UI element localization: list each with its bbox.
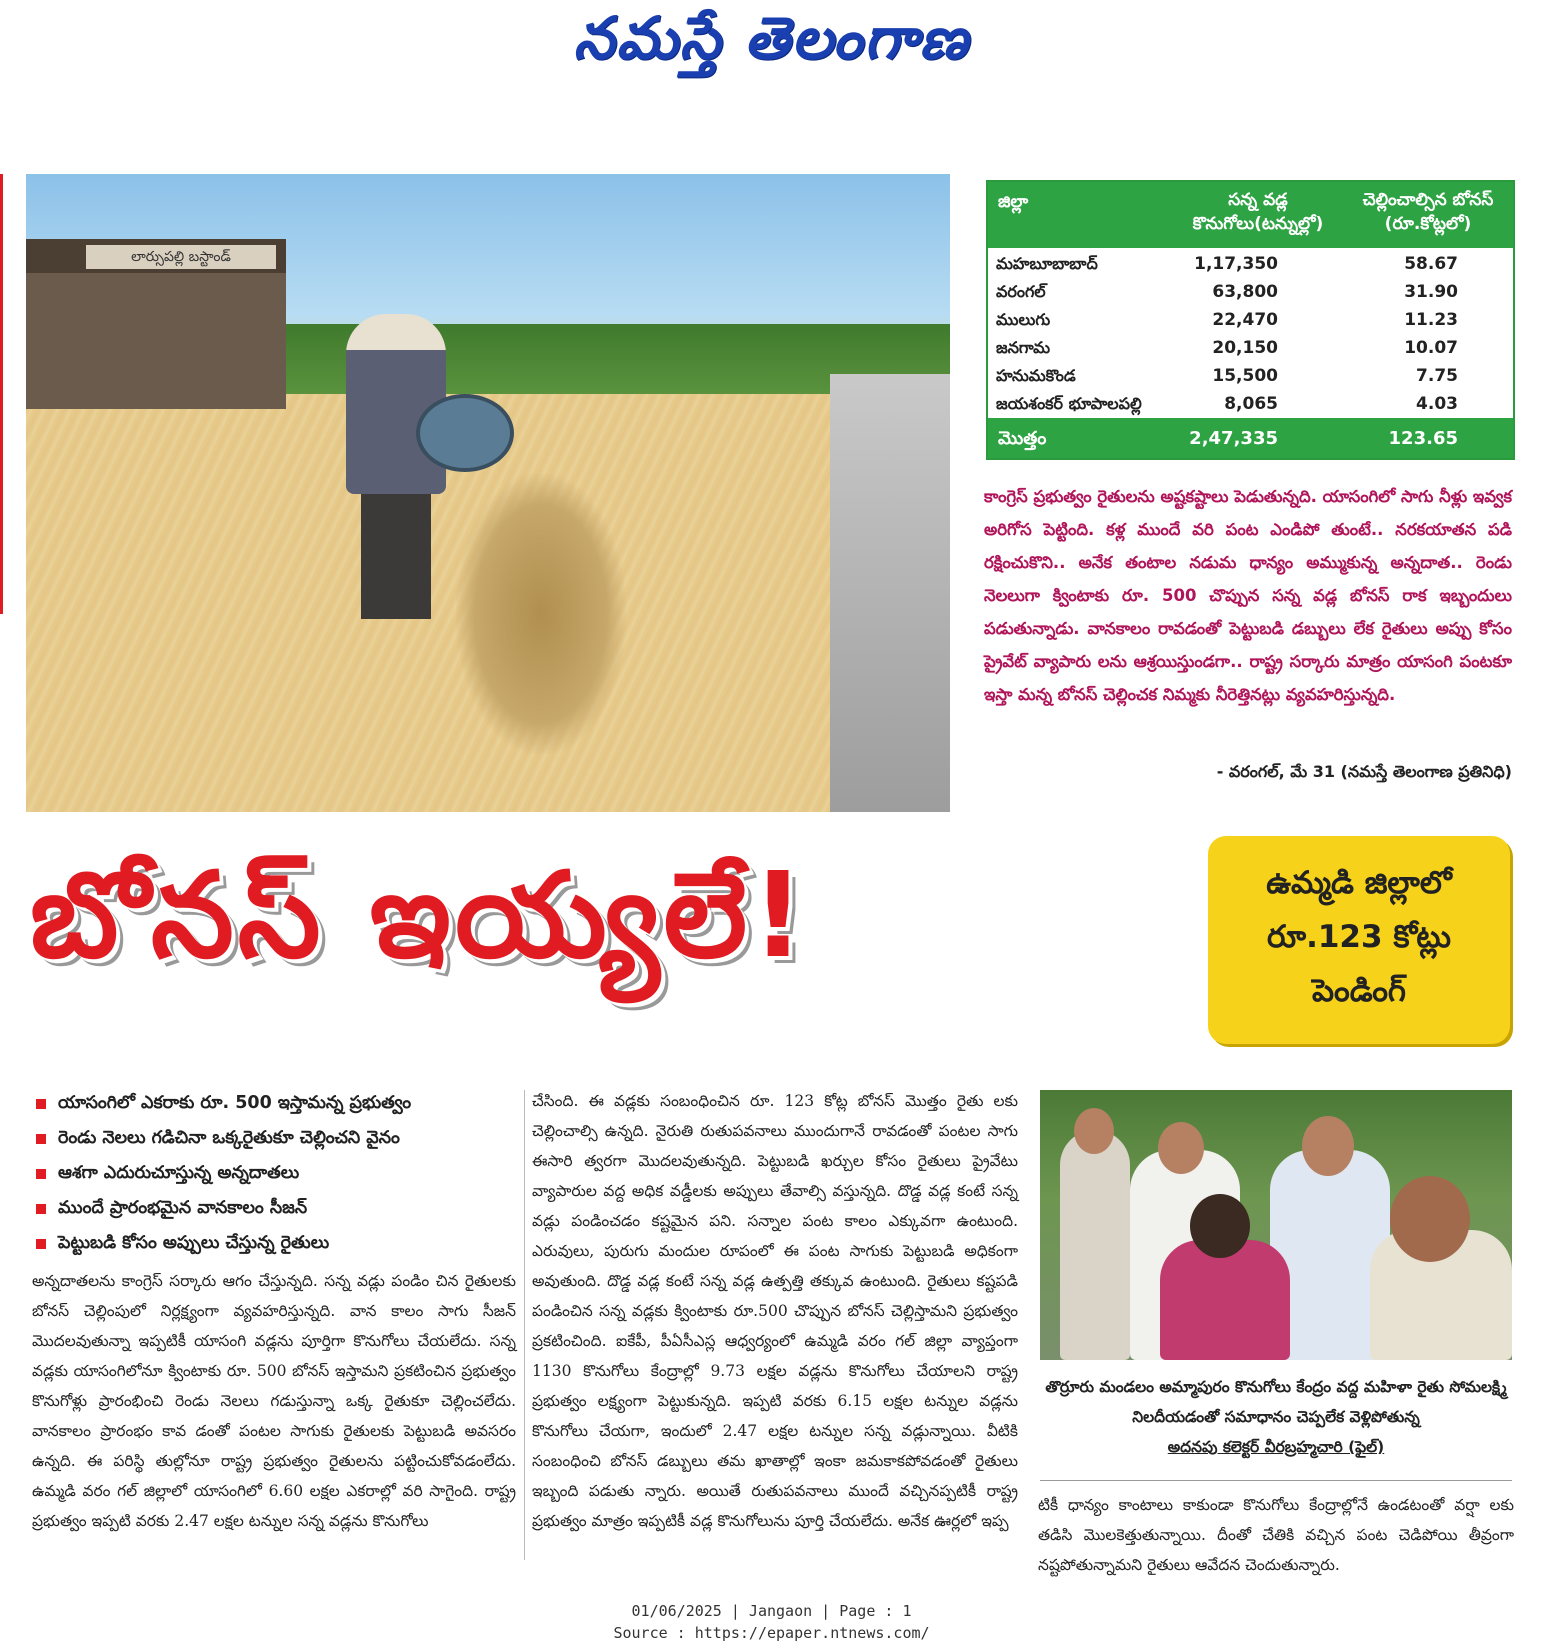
bullet-text: ఆశగా ఎదురుచూస్తున్న అన్నదాతలు	[58, 1163, 300, 1183]
cell-district: జనగామ	[996, 338, 1051, 357]
body-column-2: చేసింది. ఈ వడ్లకు సంబంధించిన రూ. 123 కోట్ల బోనస్ మొత్తం రైతు లకు చెల్లించాల్సి ఉన్నది. నైరుతి రుతుపవనాలు ముందుగానే రావడంతో పంటల సాగు ఈసారి త్వరగా మొదలవుతున్నది. పెట్టుబడి ఖర్చుల కోసం రైతులు ప్రైవేటు వ్యాపారుల వద్ద అధిక వడ్డీలకు అప్పులు తేవాల్సి వస్తున్నది. దొడ్డ వడ్ల కంటే సన్న వడ్లు పండించడం కష్టమైన పని. సన్నాల పంట కాలం ఎక్కువగా ఉంటుంది. ఎరువులు, పురుగు మందుల రూపంలో ఈ పంట సాగుకు పెట్టుబడి అధికంగా అవుతుంది. దొడ్డ వడ్ల కంటే సన్న వడ్ల ఉత్పత్తి తక్కువ ఉంటుంది. రైతులు కష్టపడి పండించిన సన్న వడ్లకు క్వింటాకు రూ.500 చొప్పున బోనస్ చెల్లిస్తామని ప్రభుత్వం ప్రకటించింది. ఐకేపీ, పీఏసీఎస్ల ఆధ్వర్యంలో ఉమ్మడి వరం గల్ జిల్లా వ్యాప్తంగా 1130 కొనుగోలు కేంద్రాల్లో 9.73 లక్షల వడ్లను కొనుగోలు చేయాలని రాష్ట్ర ప్రభుత్వం లక్ష్యంగా పెట్టుకున్నది. ఇప్పటి వరకు 6.15 లక్షల టన్నుల వడ్లను కొనుగోలు చేయగా, ఇందులో 2.47 లక్షల టన్నుల సన్న వడ్లున్నాయి. వీటికి సంబంధించి బోనస్ డబ్బులు తమ ఖాతాల్లో ఇంకా జమకాకపోవడంతో రైతులు ఇబ్బంది పడుతు న్నారు. అయితే రుతుపవనాలు ముందే వచ్చినప్పటికీ రాష్ట్ర ప్రభుత్వం మాత్రం ఇప్పటికీ వడ్ల కొనుగోలును పూర్తి చేయలేదు. అనేక ఊర్లలో ఇప్ప	[532, 1092, 1018, 1530]
bullet-square-icon	[36, 1239, 46, 1249]
bullet-square-icon	[36, 1204, 46, 1214]
main-photo	[26, 174, 950, 812]
cell-procurement: 15,500	[1212, 366, 1278, 386]
cell-bonus: 31.90	[1404, 282, 1458, 302]
bullet-item	[34, 1086, 534, 1121]
total-bonus: 123.65	[1388, 428, 1458, 449]
shelter-sign: లార్సుపల్లి బస్టాండ్	[86, 245, 276, 269]
cell-procurement: 22,470	[1212, 310, 1278, 330]
photo-face	[1158, 1122, 1204, 1174]
photo-face	[1302, 1116, 1354, 1176]
cell-district: జయశంకర్ భూపాలపల్లి	[996, 394, 1142, 413]
bullet-square-icon	[36, 1169, 46, 1179]
table-row	[988, 334, 1513, 362]
cell-procurement: 8,065	[1224, 394, 1278, 414]
highlight-line-1: ఉమ్మడి జిల్లాలో	[1266, 865, 1452, 901]
intro-paragraph: కాంగ్రెస్ ప్రభుత్వం రైతులను అష్టకష్టాలు పెడుతున్నది. యాసంగిలో సాగు నీళ్లు ఇవ్వక అరిగోస పెట్టింది. కళ్ల ముందే వరి పంట ఎండిపో తుంటే.. నరకయాతన పడి రక్షించుకొని.. అనేక తంటాల నడుమ ధాన్యం అమ్ముకున్న అన్నదాత.. రెండు నెలలుగా క్వింటాకు రూ. 500 చొప్పున సన్న వడ్ల బోనస్ రాక ఇబ్బందులు పడుతున్నాడు. వానకాలం రావడంతో పెట్టుబడి డబ్బులు లేక రైతులు అప్పు కోసం ప్రైవేట్ వ్యాపారు లను ఆశ్రయిస్తుండగా.. రాష్ట్ర సర్కారు మాత్రం యాసంగి పంటకూ ఇస్తా మన్న బోనస్ చెల్లించక నిమ్మకు నీరెత్తినట్లు వ్యవహరిస్తున్నది.	[984, 487, 1512, 704]
cell-district: హనుమకొండ	[996, 366, 1076, 385]
secondary-photo	[1040, 1090, 1512, 1360]
table-total-row	[988, 418, 1513, 458]
photo-basin	[416, 394, 514, 472]
column-divider	[524, 1090, 525, 1560]
bullet-item	[34, 1191, 534, 1226]
caption-text: తొర్రూరు మండలం అమ్మాపురం కొనుగోలు కేంద్రం వద్ద మహిళా రైతు సోమలక్ష్మి నిలదీయడంతో సమాధానం చెప్పలేక వెళ్లిపోతున్న	[1045, 1378, 1507, 1426]
bullet-text: పెట్టుబడి కోసం అప్పులు చేస్తున్న రైతులు	[58, 1233, 330, 1253]
cell-bonus: 4.03	[1416, 394, 1458, 414]
photo-bus-shelter	[26, 239, 286, 409]
bullet-text: యాసంగిలో ఎకరాకు రూ. 500 ఇస్తామన్న ప్రభుత్వం	[58, 1093, 412, 1113]
header-district: జిల్లా	[998, 192, 1029, 212]
bullet-text: ముందే ప్రారంభమైన వానకాలం సీజన్	[58, 1198, 308, 1218]
photo-face	[1074, 1108, 1114, 1154]
photo-road	[830, 374, 950, 812]
table-row	[988, 250, 1513, 278]
cell-procurement: 63,800	[1212, 282, 1278, 302]
table-row	[988, 362, 1513, 390]
table-row	[988, 390, 1513, 418]
bullet-item	[34, 1156, 534, 1191]
cell-bonus: 10.07	[1404, 338, 1458, 358]
header-procurement: సన్న వడ్ల కొనుగోలు(టన్నుల్లో)	[1192, 190, 1324, 234]
header-bonus: చెల్లించాల్సిన బోనస్ (రూ.కోట్లలో)	[1362, 190, 1494, 234]
cell-procurement: 20,150	[1212, 338, 1278, 358]
bullet-square-icon	[36, 1099, 46, 1109]
photo-worker-legs	[361, 479, 431, 619]
table-row	[988, 306, 1513, 334]
cell-district: ములుగు	[996, 310, 1051, 329]
masthead: నమస్తే తెలంగాణ	[573, 4, 970, 72]
table-header	[988, 182, 1513, 248]
cell-procurement: 1,17,350	[1194, 254, 1278, 274]
bonus-table	[986, 180, 1515, 460]
bullet-item	[34, 1121, 534, 1156]
caption-rule	[1040, 1480, 1512, 1481]
bullet-list	[34, 1086, 534, 1261]
total-procurement: 2,47,335	[1189, 428, 1278, 449]
photo-person	[1060, 1130, 1130, 1360]
bullet-item	[34, 1226, 534, 1261]
cell-bonus: 58.67	[1404, 254, 1458, 274]
highlight-box	[1208, 836, 1510, 1044]
cell-bonus: 11.23	[1404, 310, 1458, 330]
edge-accent	[0, 174, 3, 614]
byline: - వరంగల్, మే 31 (నమస్తే తెలంగాణ ప్రతినిధి)	[1216, 762, 1512, 781]
bullet-text: రెండు నెలలు గడిచినా ఒక్కరైతుకూ చెల్లించని వైనం	[58, 1128, 400, 1148]
cell-district: వరంగల్	[996, 282, 1046, 301]
table-body	[988, 248, 1513, 416]
bullet-square-icon	[36, 1134, 46, 1144]
body-column-1: అన్నదాతలను కాంగ్రెస్ సర్కారు ఆగం చేస్తున్నది. సన్న వడ్లు పండిం చిన రైతులకు బోనస్ చెల్లింపులో నిర్లక్ష్యంగా వ్యవహరిస్తున్నది. వాన కాలం సాగు సీజన్ మొదలవుతున్నా ఇప్పటికీ యాసంగి వడ్లను పూర్తిగా కొనుగోలు చేయలేదు. సన్న వడ్లకు యాసంగిలోనూ క్వింటాకు రూ. 500 బోనస్ ఇస్తామని ప్రకటించిన ప్రభుత్వం కొనుగోళ్లు ప్రారంభించి రెండు నెలలు గడుస్తున్నా ఒక్క రైతుకూ చెల్లించలేదు. వానకాలం ప్రారంభం కావ డంతో పంటల సాగుకు రైతులకు పెట్టుబడి అవసరం ఉన్నది. ఈ పరిస్థి తుల్లోనూ రాష్ట్ర ప్రభుత్వం రైతులను పట్టించుకోవడంలేదు. ఉమ్మడి వరం గల్ జిల్లాలో యాసంగిలో 6.60 లక్షల ఎకరాల్లో వరి సాగైంది. రాష్ట్ర ప్రభుత్వం ఇప్పటి వరకు 2.47 లక్షల టన్నుల సన్న వడ్లను కొనుగోలు	[32, 1272, 516, 1530]
table-row	[988, 278, 1513, 306]
body-column-3: టికీ ధాన్యం కాంటాలు కాకుండా కొనుగోలు కేంద్రాల్లోనే ఉండటంతో వర్షా లకు తడిసి మొలకెత్తుతున్నాయి. దీంతో చేతికి వచ్చిన పంట చెడిపోయి తీవ్రంగా నష్టపోతున్నామని రైతులు ఆవేదన చెందుతున్నారు.	[1038, 1496, 1514, 1574]
photo-grain-pour	[456, 474, 626, 754]
caption-credit: అదనపు కలెక్టర్ వీరబ్రహ్మచారి (ఫైల్)	[1167, 1438, 1385, 1456]
headline: బోనస్ ఇయ్యలే!	[30, 846, 809, 984]
photo-face	[1390, 1176, 1470, 1262]
page-footer	[0, 1600, 1543, 1644]
cell-bonus: 7.75	[1416, 366, 1458, 386]
footer-date-line: 01/06/2025 | Jangaon | Page : 1	[631, 1602, 912, 1620]
footer-source-line: Source : https://epaper.ntnews.com/	[613, 1624, 930, 1642]
highlight-line-3: పెండింగ్	[1311, 973, 1407, 1009]
photo-hair	[1190, 1194, 1250, 1258]
cell-district: మహబూబాబాద్	[996, 254, 1098, 273]
total-label: మొత్తం	[998, 428, 1047, 449]
highlight-line-2: రూ.123 కోట్లు	[1267, 919, 1451, 955]
photo-caption	[1040, 1372, 1512, 1462]
photo-woman-saree	[1160, 1240, 1290, 1360]
